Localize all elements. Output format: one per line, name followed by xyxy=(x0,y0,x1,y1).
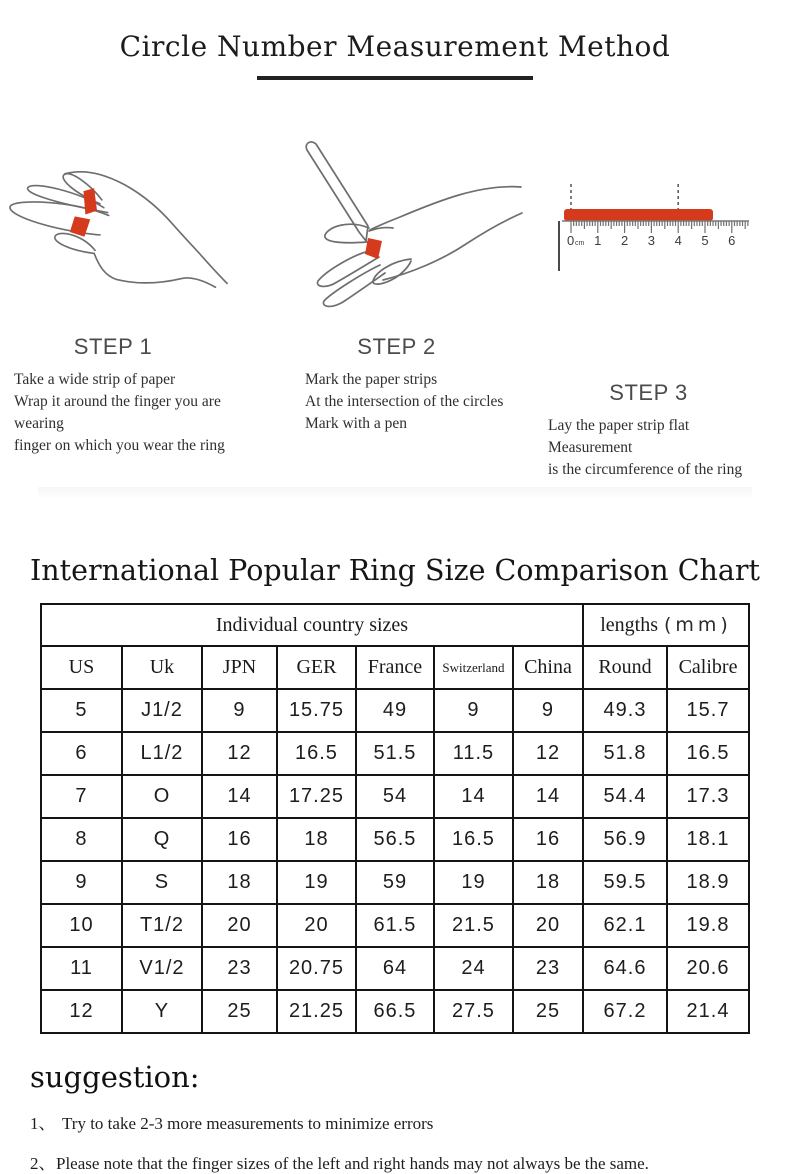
table-cell: 16.5 xyxy=(434,818,513,861)
table-cell: 59.5 xyxy=(583,861,667,904)
table-cell: 54 xyxy=(356,775,434,818)
column-header-ger: GER xyxy=(277,646,356,689)
step-2-line-3: Mark with a pen xyxy=(305,415,408,432)
table-cell: 18 xyxy=(277,818,356,861)
table-cell: 20.75 xyxy=(277,947,356,990)
ruler-tick-label: 4 xyxy=(674,233,682,248)
title-underline xyxy=(257,76,533,80)
table-cell: 18 xyxy=(202,861,277,904)
column-header-us: US xyxy=(41,646,122,689)
table-cell: 15.75 xyxy=(277,689,356,732)
table-cell: 6 xyxy=(41,732,122,775)
table-cell: 51.5 xyxy=(356,732,434,775)
table-cell: S xyxy=(122,861,202,904)
table-cell: 16 xyxy=(202,818,277,861)
table-row xyxy=(41,775,749,818)
step-2-line-1: Mark the paper strips xyxy=(305,371,438,388)
table-cell: Y xyxy=(122,990,202,1033)
table-cell: 5 xyxy=(41,689,122,732)
suggestion-item-2 xyxy=(30,1149,790,1174)
ruler-zero-label: 0 xyxy=(567,233,575,248)
column-header-france: France xyxy=(356,646,434,689)
suggestion-heading: suggestion: xyxy=(30,1060,200,1094)
table-row xyxy=(41,861,749,904)
table-cell: 16.5 xyxy=(277,732,356,775)
table-cell: 56.5 xyxy=(356,818,434,861)
table-cell: 9 xyxy=(513,689,583,732)
table-cell: 11.5 xyxy=(434,732,513,775)
page-title: Circle Number Measurement Method xyxy=(119,30,671,63)
step-2-text xyxy=(270,369,535,435)
table-cell: 23 xyxy=(202,947,277,990)
step-1-text xyxy=(0,369,270,457)
ruler-tick-label: 5 xyxy=(701,233,709,248)
table-cell: 16.5 xyxy=(667,732,749,775)
table-cell: 17.25 xyxy=(277,775,356,818)
table-cell: 18.1 xyxy=(667,818,749,861)
table-cell: 24 xyxy=(434,947,513,990)
table-cell: 12 xyxy=(513,732,583,775)
suggestion-item-1-text: Try to take 2-3 more measurements to minimize errors xyxy=(62,1114,434,1133)
table-cell: 64.6 xyxy=(583,947,667,990)
step-1-line-3: finger on which you wear the ring xyxy=(14,437,225,454)
table-cell: O xyxy=(122,775,202,818)
table-cell: 67.2 xyxy=(583,990,667,1033)
step-3-line-2: Measurement xyxy=(548,439,633,456)
table-cell: Q xyxy=(122,818,202,861)
step-2 xyxy=(270,132,535,481)
table-cell: 18.9 xyxy=(667,861,749,904)
table-cell: 9 xyxy=(202,689,277,732)
table-row xyxy=(41,818,749,861)
table-cell: 14 xyxy=(434,775,513,818)
table-cell: 21.5 xyxy=(434,904,513,947)
table-cell: 16 xyxy=(513,818,583,861)
table-cell: 20 xyxy=(202,904,277,947)
table-cell: 49 xyxy=(356,689,434,732)
table-cell: 18 xyxy=(513,861,583,904)
ruler-unit-label: cm xyxy=(575,240,585,247)
step-1-line-1: Take a wide strip of paper xyxy=(14,371,176,388)
table-cell: 54.4 xyxy=(583,775,667,818)
table-cell: 14 xyxy=(202,775,277,818)
section-divider xyxy=(38,487,752,498)
suggestion-section xyxy=(0,1034,790,1174)
table-row xyxy=(41,947,749,990)
table-cell: 9 xyxy=(41,861,122,904)
table-cell: 15.7 xyxy=(667,689,749,732)
ruler-tick-label: 6 xyxy=(728,233,736,248)
group-header-country-sizes: Individual country sizes xyxy=(41,604,583,646)
step-3-text xyxy=(535,415,790,481)
table-cell: 56.9 xyxy=(583,818,667,861)
column-header-jpn: JPN xyxy=(202,646,277,689)
table-cell: 27.5 xyxy=(434,990,513,1033)
ruler-ticks xyxy=(571,221,748,233)
table-cell: 51.8 xyxy=(583,732,667,775)
table-column-header-row xyxy=(41,646,749,689)
table-cell: 12 xyxy=(202,732,277,775)
ruler-tick-label: 3 xyxy=(647,233,656,248)
step-3 xyxy=(535,132,790,481)
table-cell: 7 xyxy=(41,775,122,818)
table-cell: 20 xyxy=(513,904,583,947)
table-cell: 14 xyxy=(513,775,583,818)
table-cell: 19 xyxy=(434,861,513,904)
table-group-header-row xyxy=(41,604,749,646)
step-2-illustration xyxy=(270,132,535,334)
table-cell: 66.5 xyxy=(356,990,434,1033)
step-3-illustration xyxy=(535,178,790,380)
step-1 xyxy=(0,132,270,481)
suggestion-item-1-number: 1、 xyxy=(30,1114,56,1133)
table-cell: 10 xyxy=(41,904,122,947)
ruler-with-paper-strip-icon xyxy=(543,178,773,288)
table-row xyxy=(41,689,749,732)
column-header-round: Round xyxy=(583,646,667,689)
table-cell: 21.25 xyxy=(277,990,356,1033)
table-cell: 12 xyxy=(41,990,122,1033)
table-cell: 49.3 xyxy=(583,689,667,732)
ruler-tick-label: 1 xyxy=(594,233,602,248)
table-cell: 62.1 xyxy=(583,904,667,947)
column-header-calibre: Calibre xyxy=(667,646,749,689)
table-cell: 20.6 xyxy=(667,947,749,990)
table-cell: 64 xyxy=(356,947,434,990)
table-row xyxy=(41,732,749,775)
suggestion-item-2-number: 2、 xyxy=(30,1154,56,1173)
table-cell: 19 xyxy=(277,861,356,904)
column-header-uk: Uk xyxy=(122,646,202,689)
table-cell: T1/2 xyxy=(122,904,202,947)
table-cell: J1/2 xyxy=(122,689,202,732)
table-cell: 61.5 xyxy=(356,904,434,947)
suggestion-item-2-text: Please note that the finger sizes of the left and right hands may not always be the same. xyxy=(56,1154,649,1173)
step-1-line-2: Wrap it around the finger you are wearing xyxy=(14,393,221,432)
step-3-line-3: is the circumference of the ring xyxy=(548,461,743,478)
table-cell: 23 xyxy=(513,947,583,990)
table-cell: 19.8 xyxy=(667,904,749,947)
hand-with-pen-icon xyxy=(270,132,530,328)
table-cell: 21.4 xyxy=(667,990,749,1033)
chart-title: International Popular Ring Size Comparison Chart xyxy=(30,554,760,587)
table-row xyxy=(41,904,749,947)
step-1-illustration xyxy=(0,132,270,334)
hand-with-paper-strip-icon xyxy=(0,132,262,328)
column-header-switzerland: Switzerland xyxy=(434,646,513,689)
table-cell: 59 xyxy=(356,861,434,904)
step-3-title: STEP 3 xyxy=(609,380,688,405)
step-3-line-1: Lay the paper strip flat xyxy=(548,417,690,434)
group-header-lengths: lengths (mm) xyxy=(583,604,749,646)
table-row xyxy=(41,990,749,1033)
ruler-tick-label: 2 xyxy=(620,233,629,248)
table-cell: 11 xyxy=(41,947,122,990)
step-2-title: STEP 2 xyxy=(357,334,436,359)
table-cell: L1/2 xyxy=(122,732,202,775)
table-cell: V1/2 xyxy=(122,947,202,990)
column-header-china: China xyxy=(513,646,583,689)
ring-size-table xyxy=(40,603,750,1034)
lengths-unit: (mm) xyxy=(663,613,732,636)
table-cell: 25 xyxy=(202,990,277,1033)
step-2-line-2: At the intersection of the circles xyxy=(305,393,504,410)
table-cell: 20 xyxy=(277,904,356,947)
table-cell: 9 xyxy=(434,689,513,732)
table-cell: 17.3 xyxy=(667,775,749,818)
steps-section xyxy=(0,132,790,481)
step-1-title: STEP 1 xyxy=(73,334,153,359)
suggestion-item-1 xyxy=(30,1109,790,1134)
table-cell: 8 xyxy=(41,818,122,861)
table-cell: 25 xyxy=(513,990,583,1033)
